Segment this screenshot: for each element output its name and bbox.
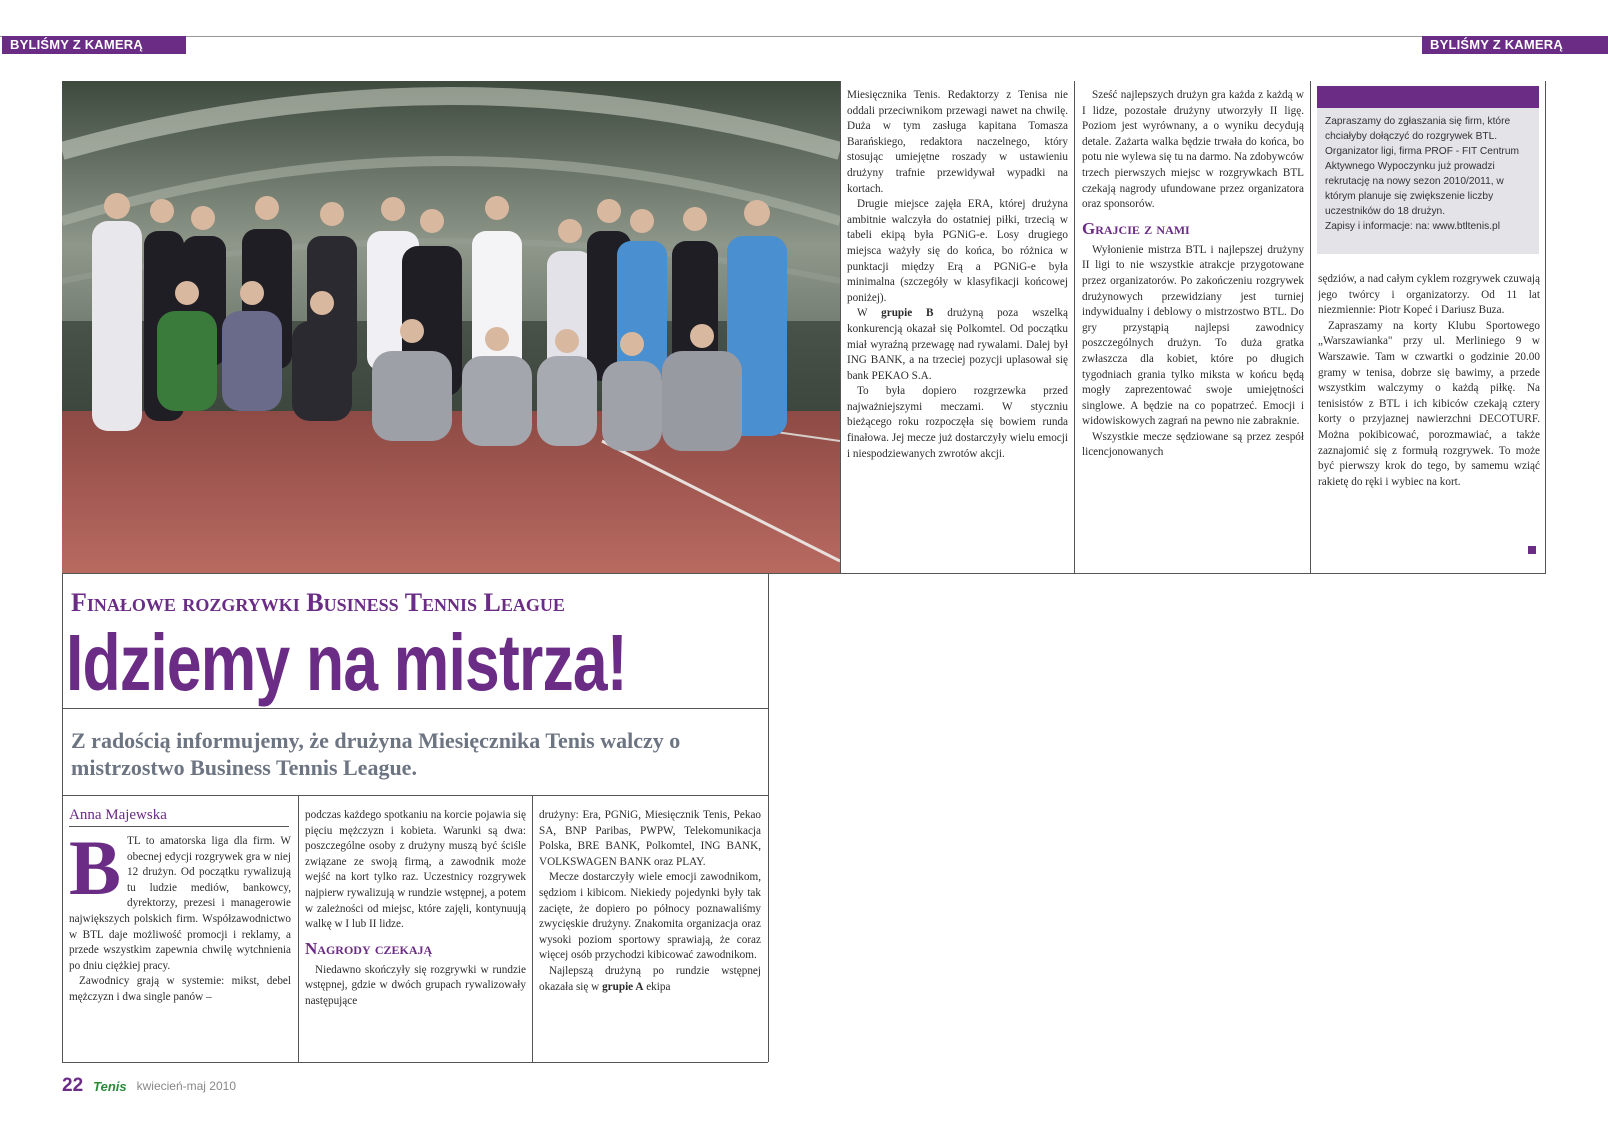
paragraph: Najlepszą drużyną po rundzie wstępnej okazała się w grupie A ekipa: [539, 964, 761, 993]
infobox: [1317, 108, 1539, 254]
column-divider: [1310, 81, 1311, 573]
infobox-header: [1317, 86, 1539, 108]
section-label-right: BYLIŚMY Z KAMERĄ: [1422, 36, 1608, 54]
paragraph: Sześć najlepszych drużyn gra każda z każdą w I lidze, pozostałe drużyny utworzyły II ligę. Poziom jest wyrównany, a o wyniku decydują detale. Zażarta walka będzie trwała do końca, bo potu nie wylewa się tu na darmo. Na zdobywców trzech pierwszych miejsc w rozgrywkach BTL czekają nagrody ufundowane przez organizatora oraz sponsorów.: [1082, 89, 1304, 211]
infobox-text: Zapraszamy do zgłaszania się firm, które chciałyby dołączyć do rozgrywek BTL. Organizator ligi, firma PROF - FIT Centrum Aktywnego Wypoczynku już prowadzi rekrutację na nowy sezon 2010/2011, w którym planuje się zwiększenie liczby uczestników do 18 drużyn.: [1325, 116, 1519, 217]
group-photo-icon: [62, 81, 840, 573]
paragraph: Zawodnicy grają w systemie: mikst, debel mężczyzn i dwa single panów –: [69, 975, 291, 1003]
lead-text: Z radością informujemy, że drużyna Miesięcznika Tenis walczy o mistrzostwo Business Tennis League.: [71, 728, 681, 780]
paragraph: Wyłonienie mistrza BTL i najlepszej drużyny II ligi to nie wszystkie atrakcje przygotowane przez organizatorów. Po zakończeniu rozgrywek drużynowych przewidziany jest turniej indywidualny i deblowy o mistrzostwo BTL. Do gry przystąpią najlepsi zawodnicy poszczególnych drużyn. To duża gratka zwłaszcza dla kobiet, które po długich tygodniach grania tylko miksta w końcu będą mogły zaprezentować swoje umiejętności singlowe. A będzie na co popatrzeć. Emocji i widowiskowych zagrań na pewno nie zabraknie.: [1082, 243, 1304, 428]
header-rule: [0, 36, 1608, 37]
paragraph: To była dopiero rozgrzewka przed najważniejszymi meczami. W styczniu bieżącego roku rozpoczęła się bowiem runda finałowa. Jej mecze już dostarczyły wielu emocji i niespodziewanych zwrotów akcji.: [847, 385, 1068, 460]
paragraph: Mecze dostarczyły wiele emocji zawodnikom, sędziom i kibicom. Niekiedy pojedynki były tak zacięte, że dopiero po północy poznawaliśmy zwycięskie drużyny. Znakomita organizacja oraz wysoki poziom sportowy sprawiają, że coraz więcej osób przychodzi kibicować zawodnikom.: [539, 871, 761, 962]
page-number: 22: [62, 1075, 84, 1096]
paragraph: Miesięcznika Tenis. Redaktorzy z Tenisa nie oddali przeciwnikom przewagi nawet na chwilę. Duża w tym zasługa kapitana Tomasza Barańskiego, redaktora naczelnego, który stosując umiejętne roszady w ustawieniu drużyny trafnie przewidywał wypadki na kortach.: [847, 89, 1068, 195]
author-byline: Anna Majewska: [69, 806, 289, 827]
headline-rule: [62, 708, 768, 709]
paragraph: W grupie B drużyną poza wszelką konkurencją okazał się Polkomtel. Od początku miał wyraźną przewagę nad rywalami. Dalej był ING BANK, a na trzeciej pozycji uplasował się bank PEKAO S.A.: [847, 307, 1068, 382]
column-divider: [1545, 81, 1546, 573]
section-label-left: BYLIŚMY Z KAMERĄ: [2, 36, 186, 54]
paragraph: Drugie miejsce zajęła ERA, której drużyna ambitnie walczyła do ostatniej piłki, trzecią w tabeli ekipą była PGNiG-e. Losy drugiego miejsca ważyły się do końca, bo różnica w punktacji między Erą a PGNiG-e była minimalna (szczegóły w klasyfikacji końcowej poniżej).: [847, 198, 1068, 304]
paragraph: drużyny: Era, PGNiG, Miesięcznik Tenis, Pekao SA, BNP Paribas, PWPW, Telekomunikacja Polska, BRE BANK, Polkomtel, ING BANK, VOLKSWAGEN BANK oraz PLAY.: [539, 809, 761, 868]
photo-bottom-rule: [62, 573, 1546, 574]
lead-rule: [62, 795, 768, 796]
article-column-5: [1082, 88, 1304, 570]
bottom-rule: [62, 1062, 768, 1063]
paragraph: Niedawno skończyły się rozgrywki w rundzie wstępnej, gdzie w dwóch grupach rywalizowały następujące: [305, 963, 526, 1007]
subheading: Nagrody czekają: [305, 938, 433, 958]
article-column-2: [305, 808, 526, 1060]
paragraph: sędziów, a nad całym cyklem rozgrywek czuwają jego twórcy i organizatorzy. Od 11 lat niezmiennie: Piotr Kopeć i Dariusz Buza.: [1318, 273, 1540, 317]
issue-date: kwiecień-maj 2010: [136, 1079, 237, 1093]
headline: Idziemy na mistrza!: [66, 618, 627, 707]
column-divider: [532, 795, 533, 1062]
column-divider: [840, 81, 841, 573]
subheading: Grajcie z nami: [1082, 218, 1190, 238]
group-photo: [62, 81, 840, 573]
magazine-logo: Tenis: [93, 1078, 127, 1094]
paragraph: Wszystkie mecze sędziowane są przez zespół licencjonowanych: [1082, 430, 1304, 459]
title-left-border: [62, 573, 63, 1062]
article-column-6: [1318, 272, 1540, 570]
article-column-3: [539, 808, 761, 1060]
article-column-1: [69, 834, 291, 1060]
footer: [62, 1075, 236, 1097]
drop-cap: B: [69, 834, 122, 911]
title-right-border: [768, 573, 769, 1062]
end-mark-icon: [1528, 546, 1536, 554]
article-column-4: [847, 88, 1068, 570]
column-divider: [1074, 81, 1075, 573]
paragraph: Zapraszamy na korty Klubu Sportowego „Warszawianka" przy ul. Merliniego 9 w Warszawie. Tam w czwartki o godzinie 20.00 gramy w tenisa, dobrze się bawimy, a przede wszystkim walczymy o każdą piłkę. Na tenisistów z BTL i ich kibiców czekają cztery korty o przyjaznej nawierzchni DECOTURF. Można pokibicować, porozmawiać, a także zaznajomić się z formułą rozgrywek. To może być pierwszy krok do tego, by samemu wziąć rakietę do ręki i wybiec na kort.: [1318, 319, 1540, 488]
paragraph: podczas każdego spotkaniu na korcie pojawia się pięciu mężczyzn i kobieta. Warunki są dwa: poszczególne osoby z drużyny muszą być ściśle związane ze swoją firmą, a zawodnik może wejść na kort tylko raz. Uczestnicy rozgrywek najpierw rywalizują w rundzie wstępnej, a potem w zależności od miejsc, które zajęli, kontynuują walkę w I lub II lidze.: [305, 809, 526, 931]
kicker: Finałowe rozgrywki Business Tennis League: [71, 588, 565, 617]
paragraph: TL to amatorska liga dla firm. W obecnej edycji rozgrywek gra w niej 12 drużyn. Od początku rywalizują tu ludzie mediów, bankowcy, dyrektorzy, prezesi i managerowie największych polskich firm. Współzawodnictwo w BTL daje możliwość promocji i reklamy, a przede wszystkim zapewnia chwilę wytchnienia po dniu ciężkiej pracy.: [69, 835, 291, 972]
column-divider: [298, 795, 299, 1062]
infobox-contact: Zapisy i informacje: na: www.btltenis.pl: [1325, 221, 1500, 232]
